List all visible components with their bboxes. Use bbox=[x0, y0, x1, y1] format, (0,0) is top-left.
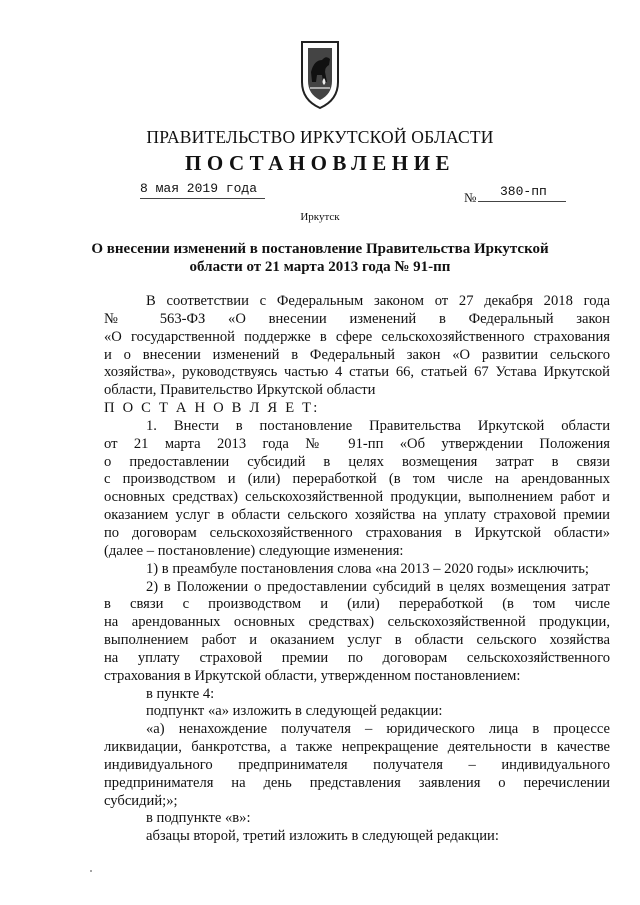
body-line: индивидуального предпринимателя получателя – индивидуального bbox=[104, 756, 610, 773]
body-line: хозяйства», руководствуясь частью 4 статьи 66, статьей 67 Устава Иркутской bbox=[104, 364, 610, 381]
city-name: Иркутск bbox=[300, 211, 340, 223]
body-line: области, Правительство Иркутской области bbox=[104, 382, 376, 399]
body-line: подпункт «а» изложить в следующей редакции: bbox=[146, 703, 443, 720]
body-line: абзацы второй, третий изложить в следующей редакции: bbox=[146, 828, 499, 845]
date-underline bbox=[140, 198, 265, 199]
body-line: в пункте 4: bbox=[146, 685, 215, 702]
body-line: от 21 марта 2013 года № 91-пп «Об утверждении Положения bbox=[104, 435, 610, 452]
body-line: на арендованных основных средствах) сельскохозяйственной продукции, bbox=[104, 614, 610, 631]
body-line: выполнением работ и оказанием услуг в области сельского хозяйства bbox=[104, 632, 610, 649]
body-line: в связи с производством и (или) переработкой (в том числе bbox=[104, 596, 610, 613]
body-line: «а) ненахождение получателя – юридического лица в процессе bbox=[146, 721, 610, 738]
body-line: «О государственной поддержке в сфере сельскохозяйственного страхования bbox=[104, 328, 610, 345]
body-line: и о внесении изменений в Федеральный закон «О развитии сельского bbox=[104, 346, 610, 363]
body-line: в подпункте «в»: bbox=[146, 810, 251, 827]
body-line: страхования в Иркутской области, утвержденном постановлением: bbox=[104, 667, 521, 684]
document-body bbox=[104, 293, 610, 846]
body-line: на уплату страховой премии по договорам сельскохозяйственного bbox=[104, 649, 610, 666]
document-title bbox=[0, 240, 640, 276]
body-line: с производством и (или) переработкой (в том числе на арендованных bbox=[104, 471, 610, 488]
body-line: 2) в Положении о предоставлении субсидий в целях возмещения затрат bbox=[146, 578, 610, 595]
organization-name: ПРАВИТЕЛЬСТВО ИРКУТСКОЙ ОБЛАСТИ bbox=[146, 127, 494, 147]
coat-of-arms-icon bbox=[296, 38, 344, 110]
body-line: о предоставлении субсидий в целях возмещения затрат в связи bbox=[104, 453, 610, 470]
body-line: оказанием услуг в области сельского хозяйства на уплату страховой премии bbox=[104, 507, 610, 524]
document-number: 380-пп bbox=[500, 184, 547, 199]
decree-heading: П О С Т А Н О В Л Я Е Т: bbox=[104, 400, 320, 417]
body-line: 1. Внести в постановление Правительства Иркутской области bbox=[146, 417, 610, 434]
number-sign: № bbox=[464, 190, 477, 205]
body-line: основных средствах) сельскохозяйственной продукции, выполнением работ и bbox=[104, 489, 610, 506]
body-line: субсидий;»; bbox=[104, 792, 178, 809]
document-date: 8 мая 2019 года bbox=[140, 181, 258, 196]
body-line: № 563-ФЗ «О внесении изменений в Федеральный закон bbox=[104, 310, 610, 327]
body-line: ликвидации, банкротства, а также непрекращение деятельности в качестве bbox=[104, 739, 610, 756]
title-line: О внесении изменений в постановление Правительства Иркутской bbox=[91, 241, 549, 257]
number-underline bbox=[478, 201, 566, 202]
body-line: В соответствии с Федеральным законом от 27 декабря 2018 года bbox=[146, 293, 610, 309]
body-line: (далее – постановление) следующие изменения: bbox=[104, 542, 404, 559]
body-line: предпринимателя на день представления заявления о перечислении bbox=[104, 774, 610, 791]
document-type: ПОСТАНОВЛЕНИЕ bbox=[185, 151, 455, 175]
body-line: по договорам сельскохозяйственного страхования в Иркутской области» bbox=[104, 524, 610, 541]
scan-speck bbox=[90, 870, 92, 872]
body-line: 1) в преамбуле постановления слова «на 2013 – 2020 годы» исключить; bbox=[146, 560, 589, 577]
title-line: области от 21 марта 2013 года № 91-пп bbox=[189, 259, 451, 275]
